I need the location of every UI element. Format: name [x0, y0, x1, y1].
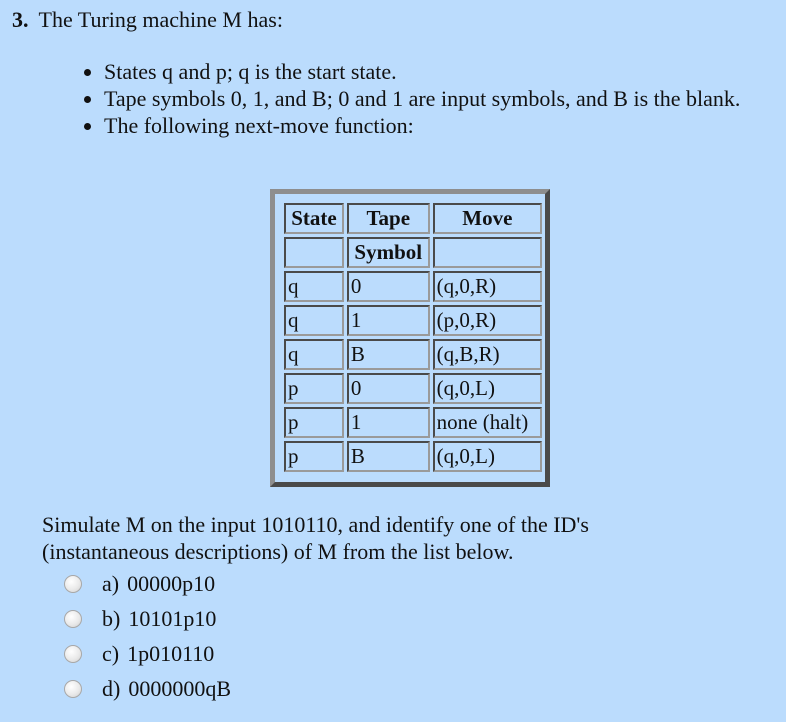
question-header	[12, 6, 283, 34]
question-title: The Turing machine M has:	[38, 7, 283, 32]
option-text: 0000000qB	[128, 675, 232, 701]
bullet-item: • Tape symbols 0, 1, and B; 0 and 1 are input symbols, and B is the blank.	[104, 85, 764, 112]
question-number: 3.	[12, 7, 29, 32]
cell-move: (q,0,R)	[433, 271, 542, 302]
cell-move: (q,B,R)	[433, 339, 542, 370]
cell-move: (p,0,R)	[433, 305, 542, 336]
cell-symbol: 1	[347, 305, 430, 336]
header-symbol: Symbol	[347, 237, 430, 268]
cell-state: q	[284, 339, 344, 370]
cell-move: (q,0,L)	[433, 441, 542, 472]
cell-state: p	[284, 373, 344, 404]
cell-symbol: 1	[347, 407, 430, 438]
answer-option-c[interactable]	[64, 636, 231, 671]
answer-option-a[interactable]	[64, 566, 231, 601]
radio-button[interactable]	[64, 575, 82, 593]
answer-option-d[interactable]	[64, 671, 231, 706]
table-row	[284, 407, 542, 438]
cell-symbol: 0	[347, 373, 430, 404]
table-row	[284, 441, 542, 472]
table-header-row	[284, 203, 542, 234]
next-move-table-frame	[270, 189, 550, 487]
cell-symbol: B	[347, 339, 430, 370]
question-prompt	[42, 511, 742, 565]
cell-move: (q,0,L)	[433, 373, 542, 404]
prompt-line: Simulate M on the input 1010110, and identify one of the ID's	[42, 512, 589, 537]
table-row	[284, 305, 542, 336]
table-row	[284, 373, 542, 404]
cell-symbol: 0	[347, 271, 430, 302]
option-text: 1p010110	[127, 640, 215, 666]
answer-option-b[interactable]	[64, 601, 231, 636]
cell-state: p	[284, 441, 344, 472]
header-tape: Tape	[347, 203, 430, 234]
radio-button[interactable]	[64, 680, 82, 698]
bullet-list	[80, 58, 764, 139]
option-text: 10101p10	[128, 605, 217, 631]
bullet-item: • States q and p; q is the start state.	[104, 58, 764, 85]
header-move: Move	[433, 203, 542, 234]
cell-state: q	[284, 305, 344, 336]
table-row	[284, 271, 542, 302]
header-state: State	[284, 203, 344, 234]
header-empty-cell	[284, 237, 344, 268]
option-text: 00000p10	[127, 570, 216, 596]
cell-state: p	[284, 407, 344, 438]
radio-button[interactable]	[64, 645, 82, 663]
header-empty-cell	[433, 237, 542, 268]
cell-move: none (halt)	[433, 407, 542, 438]
radio-button[interactable]	[64, 610, 82, 628]
cell-state: q	[284, 271, 344, 302]
table-header-row	[284, 237, 542, 268]
next-move-table	[281, 200, 545, 475]
prompt-line: (instantaneous descriptions) of M from the list below.	[42, 539, 514, 564]
option-letter: b)	[102, 605, 121, 631]
answer-options	[64, 566, 231, 706]
option-letter: a)	[102, 570, 120, 596]
option-letter: c)	[102, 640, 120, 666]
option-letter: d)	[102, 675, 121, 701]
bullet-item: • The following next-move function:	[104, 112, 764, 139]
table-row	[284, 339, 542, 370]
cell-symbol: B	[347, 441, 430, 472]
